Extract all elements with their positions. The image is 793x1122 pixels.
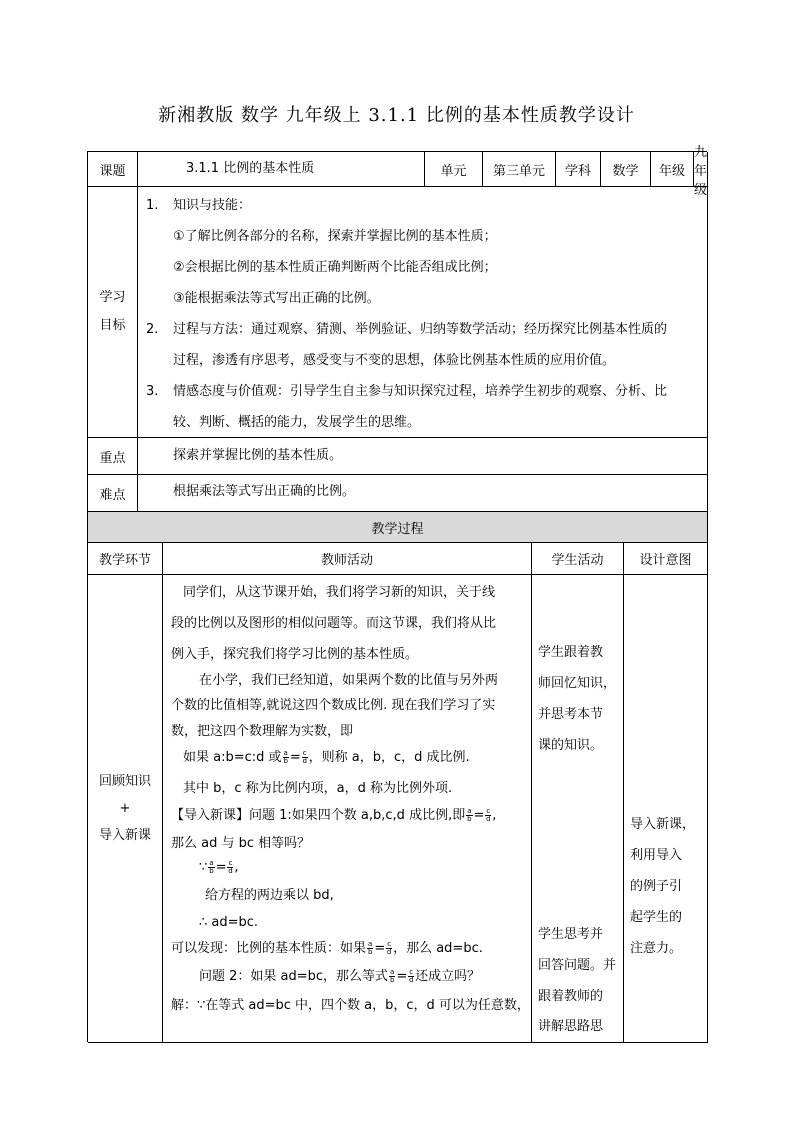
subject-label: 学科 [556, 152, 601, 187]
difficulty-text: 根据乘法等式写出正确的比例。 [173, 484, 356, 499]
unit-value: 第三单元 [483, 152, 556, 187]
difficulty-label: 难点 [88, 475, 138, 512]
design-line: 注意力。 [630, 941, 683, 956]
objectives-label-line2: 目标 [99, 318, 126, 333]
process-header: 教学过程 [88, 512, 708, 543]
teacher-line-property: 可以发现：比例的基本性质：如果 $\frac{a}{b}$ = $\frac{c}{d}$ ，那么 ad=bc. [171, 940, 483, 956]
teacher-line: 其中 b，c 称为比例内项，a，d 称为比例外项. [183, 781, 453, 796]
design-line: 利用导入 [630, 848, 683, 863]
student-line: 并思考本节 [538, 707, 604, 722]
objective-line: 较、判断、概括的能力，发展学生的思维。 [173, 415, 421, 430]
stage-line2: 导入新课 [98, 828, 151, 843]
design-intent-cell [624, 575, 708, 1043]
topic-text: 3.1.1 比例的基本性质 [186, 161, 315, 176]
design-line: 导入新课， [630, 817, 696, 832]
teacher-line: 在小学，我们已经知道，如果两个数的比值与另外两 [199, 673, 499, 688]
topic-value [138, 152, 425, 187]
objective-line: 过程，渗透有序思考，感受变与不变的思想，体验比例基本性质的应用价值。 [173, 353, 616, 368]
teacher-line: 同学们，从这节课开始，我们将学习新的知识，关于线 [183, 585, 496, 600]
stage-plus: + [119, 801, 131, 816]
student-line: 跟着教师的 [538, 989, 604, 1004]
teacher-text: 如果 a:b=c:d 或 [183, 750, 282, 765]
teacher-activity-cell [163, 575, 532, 1043]
objective-line: 知识与技能： [173, 198, 252, 213]
teacher-line: 个数的比值相等,就说这四个数成比例. 现在我们学习了实 [171, 698, 496, 713]
process-table [87, 511, 707, 1042]
info-table [87, 144, 708, 511]
objective-num-2: 2. [146, 322, 159, 337]
teacher-line: ∴ ad=bc. [199, 915, 259, 930]
unit-label: 单元 [425, 152, 483, 187]
teacher-line: 数，把这四个数理解为实数，即 [171, 724, 354, 739]
objective-line: ③能根据乘法等式写出正确的比例。 [173, 291, 380, 306]
fraction-c-over-d: $\frac{c}{d}$ [408, 968, 414, 984]
fraction-a-over-b: $\frac{a}{b}$ [367, 940, 373, 956]
stage-cell [88, 575, 163, 1043]
key-point-text: 探索并掌握比例的基本性质。 [173, 448, 343, 463]
objectives-label-line1: 学习 [99, 290, 126, 305]
student-line: 师回忆知识， [538, 676, 617, 691]
objective-line: ①了解比例各部分的名称，探索并掌握比例的基本性质； [173, 229, 497, 244]
difficulty-content [138, 475, 708, 512]
objective-num-3: 3. [146, 384, 159, 399]
objective-line: 情感态度与价值观：引导学生自主参与知识探究过程，培养学生初步的观察、分析、比 [173, 384, 668, 399]
key-point-label: 重点 [88, 438, 138, 475]
objective-line: ②会根据比例的基本性质正确判断两个比能否组成比例； [173, 260, 497, 275]
design-line: 起学生的 [630, 910, 683, 925]
fraction-c-over-d: $\frac{c}{d}$ [302, 749, 307, 765]
document-title: 新湘教版 数学 九年级上 3.1.1 比例的基本性质教学设计 [158, 105, 635, 126]
teacher-line-question1: 【导入新课】问题 1:如果四个数 a,b,c,d 成比例,即 $\frac{a}{b}$ = $\frac{c}{d}$ , [171, 807, 497, 823]
grade-value: 九年级 [694, 144, 708, 198]
teacher-text: ，则称 a，b，c，d 成比例. [308, 750, 470, 765]
student-line: 课的知识。 [538, 738, 604, 753]
col-stage-header: 教学环节 [88, 543, 163, 575]
teacher-line: 解：∵在等式 ad=bc 中，四个数 a，b，c，d 可以为任意数， [171, 998, 530, 1013]
student-activity-cell [532, 575, 624, 1043]
fraction-a-over-b: $\frac{a}{b}$ [467, 807, 472, 823]
objectives-label [88, 187, 138, 438]
student-line: 学生思考并 [538, 927, 604, 942]
key-point-content [138, 438, 708, 475]
fraction-a-over-b: $\frac{a}{b}$ [209, 859, 214, 875]
col-teacher-header: 教师活动 [163, 543, 532, 575]
student-line: 回答问题。并 [538, 958, 617, 973]
stage-line1: 回顾知识 [98, 774, 151, 789]
objective-num-1: 1. [146, 198, 159, 213]
topic-label: 课题 [88, 152, 138, 187]
grade-label: 年级 [651, 152, 694, 187]
teacher-line-since: ∵ $\frac{a}{b}$ = $\frac{c}{d}$ , [199, 859, 239, 875]
subject-value: 数学 [601, 152, 651, 187]
col-student-header: 学生活动 [532, 543, 624, 575]
teacher-line: 例入手，探究我们将学习比例的基本性质。 [171, 647, 419, 662]
teacher-line: 给方程的两边乘以 bd, [205, 888, 334, 903]
fraction-c-over-d: $\frac{c}{d}$ [228, 859, 233, 875]
teacher-line-question2: 问题 2：如果 ad=bc，那么等式 $\frac{a}{b}$ = $\frac{c}{d}$ 还成立吗？ [199, 968, 481, 984]
fraction-c-over-d: $\frac{c}{d}$ [486, 807, 491, 823]
fraction-a-over-b: $\frac{a}{b}$ [389, 968, 395, 984]
student-line: 学生跟着教 [538, 645, 604, 660]
teacher-line-proportion-def: 如果 a:b=c:d 或 $\frac{a}{b}$ = $\frac{c}{d}$ ，则称 a，b，c，d 成比例. [183, 749, 470, 765]
teacher-line: 那么 ad 与 bc 相等吗？ [171, 836, 311, 851]
col-design-header: 设计意图 [624, 543, 708, 575]
fraction-c-over-d: $\frac{c}{d}$ [386, 940, 392, 956]
objectives-content [138, 187, 708, 438]
design-line: 的例子引 [630, 879, 683, 894]
objective-line: 过程与方法：通过观察、猜测、举例验证、归纳等数学活动；经历探究比例基本性质的 [173, 322, 668, 337]
fraction-a-over-b: $\frac{a}{b}$ [283, 749, 288, 765]
teacher-line: 段的比例以及图形的相似问题等。而这节课，我们将从比 [171, 616, 497, 631]
student-line: 讲解思路思 [538, 1019, 604, 1034]
